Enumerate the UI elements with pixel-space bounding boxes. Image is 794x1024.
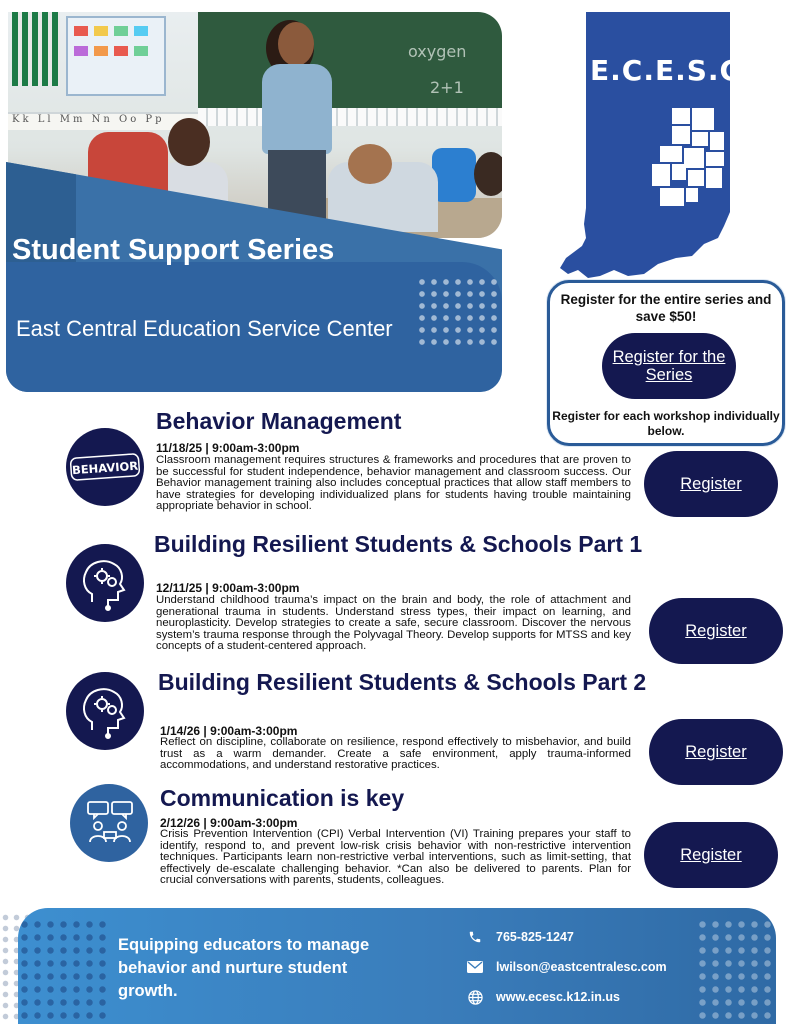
brain-gear-icon [66, 544, 144, 622]
contact-email [466, 958, 667, 976]
organization-name: East Central Education Service Center [16, 316, 393, 341]
behavior-icon-label: BEHAVIOR [71, 458, 139, 478]
register-button-communication[interactable]: Register [644, 822, 778, 888]
tagline: Equipping educators to manage behavior and nurture student growth. [118, 936, 370, 1000]
workshop-description: Classroom management requires structures & frameworks and procedures that are proven to be successful for student independence, behavior management and classroom success. Our Behavior management training also includes conceptual practices that allow staff members to have strategies for developing individualized plans for students having trouble maintaining appropriate behavior in school. [156, 454, 631, 513]
series-note: Register for each workshop individually below. [552, 409, 780, 438]
workshop-title: Building Resilient Students & Schools Part 1 [154, 531, 643, 557]
register-button-resilient-2[interactable]: Register [649, 719, 783, 785]
ecesc-logo [548, 12, 753, 284]
workshop-title: Communication is key [160, 785, 405, 811]
footer [18, 908, 776, 1024]
workshop-description: Reflect on discipline, collaborate on resilience, respond effectively to misbehavior, and build trust as a warm demander. Create a safe environment, apply trauma-informed accommodations, and understand restorative practices. [160, 736, 631, 772]
register-series-button[interactable]: Register for the Series [602, 333, 736, 399]
workshop-description: Understand childhood trauma’s impact on the brain and body, the role of attachment and generational trauma in students. Understand stress types, their impact on learning, and neuroplasticity. Develop strategies to create a safe, secure classroom. Discover the nervous system’s trauma response through the Polyvagal Theory. Develop supports for MTSS and key concepts of a student-centered approach. [156, 594, 631, 653]
workshop-date: 12/11/25 | 9:00am-3:00pm [156, 581, 300, 595]
classroom-photo: oxygen 2+1 Kk Ll Mm Nn Oo Pp [8, 12, 502, 238]
workshop-title: Building Resilient Students & Schools Part 2 [158, 669, 647, 695]
brain-gear-icon [66, 672, 144, 750]
globe-icon [466, 988, 484, 1006]
workshop-title: Behavior Management [156, 408, 402, 434]
logo-text: E.C.E.S.C. [590, 54, 753, 87]
workshop-date: 1/14/26 | 9:00am-3:00pm [160, 724, 298, 738]
website-link[interactable]: www.ecesc.k12.in.us [496, 990, 620, 1004]
register-button-behavior[interactable]: Register [644, 451, 778, 517]
indiana-map-icon [548, 12, 753, 284]
phone-number[interactable]: 765-825-1247 [496, 930, 574, 944]
series-title: Student Support Series [12, 234, 335, 266]
workshop-date: 11/18/25 | 9:00am-3:00pm [156, 441, 300, 455]
phone-icon [466, 928, 484, 946]
dot-pattern [416, 276, 500, 346]
series-promo: Register for the entire series and save $50! [560, 292, 772, 324]
register-button-resilient-1[interactable]: Register [649, 598, 783, 664]
communication-icon [70, 784, 148, 862]
workshop-date: 2/12/26 | 9:00am-3:00pm [160, 816, 298, 830]
behavior-icon [66, 428, 144, 506]
contact-website [466, 988, 620, 1006]
mail-icon [466, 958, 484, 976]
email-address[interactable]: lwilson@eastcentralesc.com [496, 960, 667, 974]
contact-phone [466, 928, 574, 946]
workshop-description: Crisis Prevention Intervention (CPI) Verbal Intervention (VI) Training prepares your staff to identify, respond to, and prevent low-risk crisis behavior with non-restrictive intervention techniques. Participants learn non-restrictive verbal interventions, such as limit-setting, that effectively de-escalate challenging behavior. *Can also be delivered to parents. Plan for crucial conversations with parents, students, colleagues. [160, 828, 631, 887]
